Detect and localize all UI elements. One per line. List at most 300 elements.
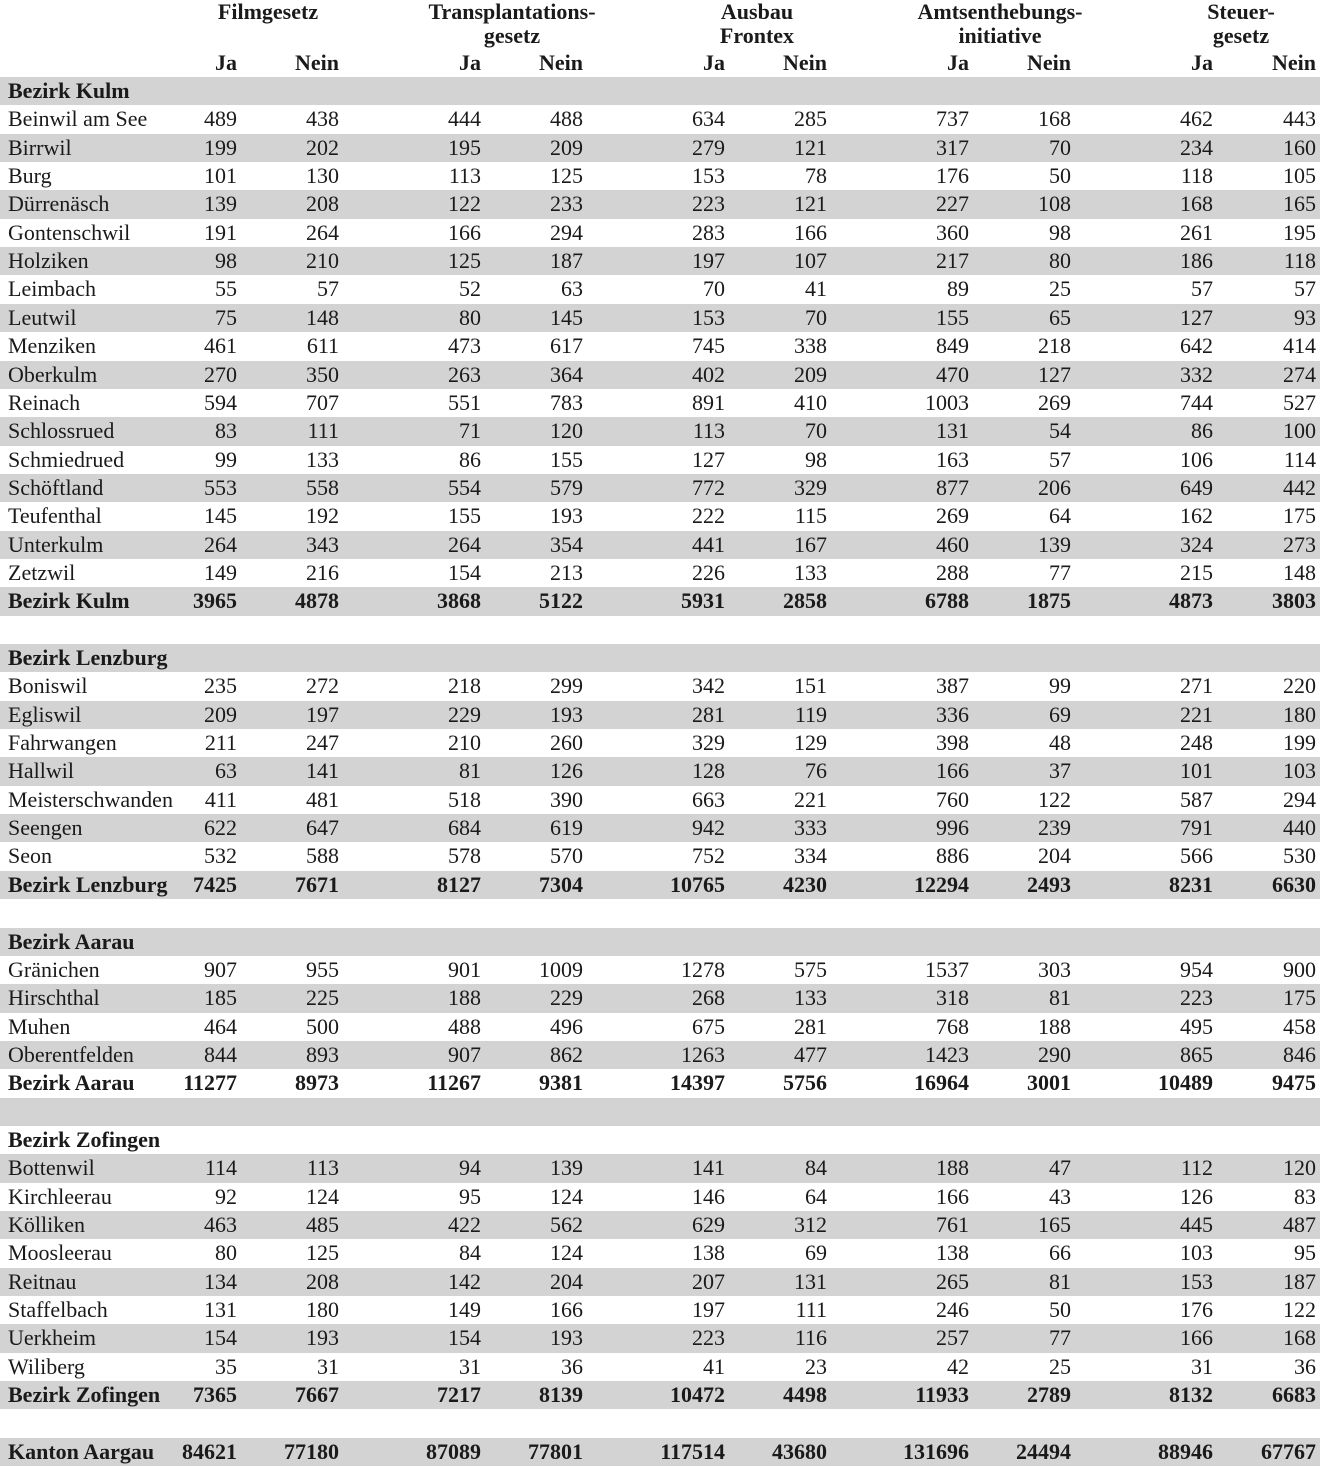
cell-nein: 193 [550,503,583,529]
municipality-name: Schöftland [8,474,104,500]
table-row [0,842,1320,870]
column-group-title-line: Ausbau [720,0,794,24]
cell-ja: 95 [459,1183,481,1209]
cell-nein: 216 [306,559,339,585]
cell-ja: 489 [204,106,237,132]
cell-ja: 99 [215,446,237,472]
cell-nein: 187 [1283,1268,1316,1294]
total-row [0,871,1320,899]
cell-ja: 145 [204,503,237,529]
cell-nein: 312 [794,1212,827,1237]
cell-nein: 57 [1049,446,1071,472]
cell-ja: 317 [936,134,969,160]
table-row [0,672,1320,700]
cell-nein: 148 [306,304,339,330]
cell-ja: 594 [204,389,237,415]
district-name: Bezirk Lenzburg [8,645,168,670]
cell-nein: 127 [1038,361,1071,387]
municipality-name: Seengen [8,815,83,841]
cell-ja: 865 [1180,1041,1213,1067]
cell-nein: 98 [1049,219,1071,245]
district-name: Bezirk Aarau [8,928,135,954]
cell-ja: 744 [1180,389,1213,415]
cell-nein: 647 [306,815,339,841]
cell-nein: 221 [794,786,827,812]
cell-nein: 77180 [284,1438,339,1464]
municipality-name: Staffelbach [8,1297,108,1323]
cell-nein: 43 [1049,1183,1071,1209]
cell-ja: 402 [692,361,725,387]
cell-ja: 246 [936,1297,969,1323]
cell-ja: 261 [1180,219,1213,245]
cell-nein: 77801 [528,1438,583,1464]
column-header-ja: Ja [459,50,481,75]
cell-ja: 14397 [670,1070,725,1096]
cell-nein: 496 [550,1013,583,1039]
cell-nein: 487 [1283,1212,1316,1237]
cell-ja: 84 [459,1240,481,1266]
cell-nein: 41 [805,276,827,302]
table-row [0,757,1320,785]
municipality-name: Teufenthal [8,503,102,529]
cell-ja: 139 [204,191,237,217]
cell-nein: 208 [306,191,339,217]
section-header-row [0,928,1320,956]
cell-nein: 155 [550,446,583,472]
cell-nein: 4878 [295,588,339,614]
cell-ja: 229 [448,701,481,727]
municipality-name: Schmiedrued [8,446,125,472]
cell-ja: 113 [448,163,481,189]
cell-ja: 166 [936,758,969,784]
cell-nein: 1009 [539,956,583,982]
column-header-nein: Nein [1027,50,1071,75]
cell-ja: 387 [936,673,969,699]
cell-ja: 126 [1180,1183,1213,1209]
cell-nein: 108 [1038,191,1071,217]
cell-nein: 269 [1038,389,1071,415]
cell-nein: 562 [550,1212,583,1237]
cell-nein: 294 [550,219,583,245]
cell-nein: 294 [1283,786,1316,812]
cell-ja: 131 [936,418,969,444]
cell-ja: 1278 [681,956,725,982]
cell-ja: 532 [204,843,237,869]
cell-nein: 180 [1283,701,1316,727]
cell-nein: 611 [306,333,339,359]
cell-ja: 154 [204,1325,237,1351]
cell-ja: 223 [692,191,725,217]
cell-ja: 752 [692,843,725,869]
cell-nein: 133 [306,446,339,472]
column-header-nein: Nein [539,50,583,75]
cell-nein: 570 [550,843,583,869]
cell-nein: 70 [805,418,827,444]
section-header-row [0,1126,1320,1154]
cell-ja: 634 [692,106,725,132]
column-group-title-line: Steuer- [1207,0,1275,24]
table-row [0,1239,1320,1267]
cell-nein: 148 [1283,559,1316,585]
cell-ja: 1003 [925,389,969,415]
cell-nein: 3001 [1027,1070,1071,1096]
cell-ja: 257 [936,1325,969,1351]
cell-nein: 130 [306,163,339,189]
cell-nein: 133 [794,559,827,585]
cell-ja: 642 [1180,333,1213,359]
cell-nein: 303 [1038,956,1071,982]
cell-nein: 124 [306,1183,339,1209]
cell-nein: 168 [1283,1325,1316,1351]
cell-ja: 7217 [437,1382,481,1408]
cell-nein: 124 [550,1183,583,1209]
municipality-name: Moosleerau [8,1240,112,1266]
cell-ja: 360 [936,219,969,245]
cell-nein: 558 [306,474,339,500]
district-name: Bezirk Kulm [8,78,130,103]
table-row [0,786,1320,814]
cell-ja: 186 [1180,248,1213,274]
cell-nein: 209 [794,361,827,387]
cell-ja: 41 [703,1353,725,1379]
municipality-name: Burg [8,163,52,189]
cell-nein: 488 [550,106,583,132]
cell-nein: 195 [1283,219,1316,245]
cell-nein: 7304 [539,871,583,897]
cell-nein: 440 [1283,815,1316,841]
municipality-name: Seon [8,843,52,869]
column-header-nein: Nein [1272,50,1316,75]
cell-nein: 9381 [539,1070,583,1096]
cell-nein: 133 [794,985,827,1011]
table-row [0,956,1320,984]
municipality-name: Hirschthal [8,985,100,1011]
column-group-title [1131,0,1320,48]
cell-nein: 84 [805,1155,827,1181]
municipality-name: Egliswil [8,701,82,727]
cell-nein: 25 [1049,1353,1071,1379]
spacer-row [0,1098,1320,1126]
table-row [0,1211,1320,1239]
cell-nein: 225 [306,985,339,1011]
cell-nein: 69 [805,1240,827,1266]
cell-nein: 285 [794,106,827,132]
cell-ja: 94 [459,1155,481,1181]
cell-ja: 221 [1180,701,1213,727]
municipality-name: Kölliken [8,1212,85,1237]
cell-ja: 223 [692,1325,725,1351]
cell-nein: 334 [794,843,827,869]
cell-ja: 281 [692,701,725,727]
cell-nein: 23 [805,1353,827,1379]
cell-ja: 168 [1180,191,1213,217]
cell-nein: 66 [1049,1240,1071,1266]
cell-ja: 329 [692,730,725,756]
cell-nein: 192 [306,503,339,529]
cell-ja: 11267 [427,1070,481,1096]
cell-nein: 145 [550,304,583,330]
cell-ja: 84621 [182,1438,237,1464]
district-name: Bezirk Aarau [8,1070,135,1096]
cell-ja: 768 [936,1013,969,1039]
municipality-name: Leimbach [8,276,96,302]
cell-nein: 160 [1283,134,1316,160]
cell-ja: 141 [692,1155,725,1181]
cell-nein: 247 [306,730,339,756]
cell-ja: 57 [1191,276,1213,302]
cell-nein: 260 [550,730,583,756]
cell-ja: 125 [448,248,481,274]
cell-nein: 4498 [783,1382,827,1408]
cell-ja: 218 [448,673,481,699]
table-row [0,361,1320,389]
table-row [0,474,1320,502]
cell-ja: 791 [1180,815,1213,841]
cell-ja: 11933 [915,1382,969,1408]
district-name: Bezirk Zofingen [8,1126,161,1152]
cell-nein: 281 [794,1013,827,1039]
cell-nein: 193 [306,1325,339,1351]
section-header-row [0,77,1320,105]
cell-ja: 199 [204,134,237,160]
cell-ja: 587 [1180,786,1213,812]
cell-nein: 527 [1283,389,1316,415]
cell-nein: 273 [1283,531,1316,557]
cell-nein: 410 [794,389,827,415]
cell-ja: 3868 [437,588,481,614]
cell-nein: 209 [550,134,583,160]
cell-ja: 176 [1180,1297,1213,1323]
column-header-ja: Ja [947,50,969,75]
cell-nein: 477 [794,1041,827,1067]
cell-ja: 264 [204,531,237,557]
cell-nein: 37 [1049,758,1071,784]
cell-nein: 8139 [539,1382,583,1408]
cell-nein: 129 [794,730,827,756]
cell-nein: 180 [306,1297,339,1323]
cell-nein: 54 [1049,418,1071,444]
column-header-ja: Ja [1191,50,1213,75]
cell-ja: 31 [1191,1353,1213,1379]
cell-ja: 270 [204,361,237,387]
cell-ja: 162 [1180,503,1213,529]
cell-ja: 263 [448,361,481,387]
total-row [0,1438,1320,1466]
cell-nein: 115 [794,503,827,529]
column-group-title-line: Amtsenthebungs- [917,0,1083,24]
municipality-name: Fahrwangen [8,730,117,756]
cell-ja: 153 [1180,1268,1213,1294]
cell-nein: 204 [550,1268,583,1294]
cell-nein: 3803 [1272,588,1316,614]
cell-nein: 36 [561,1353,583,1379]
cell-ja: 101 [204,163,237,189]
cell-ja: 4873 [1169,588,1213,614]
cell-ja: 288 [936,559,969,585]
cell-nein: 210 [306,248,339,274]
cell-ja: 554 [448,474,481,500]
cell-ja: 191 [204,219,237,245]
table-row [0,1013,1320,1041]
cell-nein: 485 [306,1212,339,1237]
cell-ja: 1423 [925,1041,969,1067]
cell-ja: 235 [204,673,237,699]
cell-nein: 119 [794,701,827,727]
cell-ja: 86 [459,446,481,472]
cell-nein: 25 [1049,276,1071,302]
cell-ja: 622 [204,815,237,841]
municipality-name: Uerkheim [8,1325,96,1351]
cell-ja: 12294 [914,871,969,897]
table-row [0,247,1320,275]
table-row [0,559,1320,587]
cell-ja: 81 [459,758,481,784]
municipality-name: Meisterschwanden [8,786,173,812]
table-row [0,219,1320,247]
cell-nein: 354 [550,531,583,557]
cell-nein: 111 [307,418,339,444]
cell-ja: 209 [204,701,237,727]
municipality-name: Boniswil [8,673,88,699]
cell-nein: 114 [1283,446,1316,472]
cell-nein: 69 [1049,701,1071,727]
column-group-title [402,0,622,48]
cell-nein: 343 [306,531,339,557]
cell-nein: 350 [306,361,339,387]
column-group-title-line: Filmgesetz [217,0,319,24]
cell-ja: 80 [459,304,481,330]
cell-ja: 131696 [903,1438,969,1464]
cell-nein: 118 [1283,248,1316,274]
cell-nein: 5756 [783,1070,827,1096]
cell-nein: 530 [1283,843,1316,869]
cell-ja: 460 [936,531,969,557]
cell-ja: 80 [215,1240,237,1266]
cell-ja: 411 [204,786,237,812]
municipality-name: Menziken [8,333,96,359]
cell-nein: 893 [306,1041,339,1067]
cell-nein: 122 [1283,1297,1316,1323]
table-row [0,1041,1320,1069]
cell-ja: 71 [459,418,481,444]
table-row [0,105,1320,133]
cell-nein: 617 [550,333,583,359]
cell-nein: 165 [1038,1212,1071,1237]
cell-nein: 105 [1283,163,1316,189]
cell-ja: 398 [936,730,969,756]
cell-nein: 458 [1283,1013,1316,1039]
cell-ja: 92 [215,1183,237,1209]
cell-ja: 1537 [925,956,969,982]
cell-ja: 155 [448,503,481,529]
cell-nein: 116 [794,1325,827,1351]
cell-ja: 16964 [914,1070,969,1096]
cell-ja: 772 [692,474,725,500]
cell-ja: 7425 [193,871,237,897]
cell-ja: 223 [1180,985,1213,1011]
cell-nein: 193 [550,701,583,727]
cell-nein: 7667 [295,1382,339,1408]
municipality-name: Gontenschwil [8,219,131,245]
cell-nein: 239 [1038,815,1071,841]
cell-nein: 213 [550,559,583,585]
column-group-title [158,0,378,24]
table-row [0,1353,1320,1381]
cell-ja: 188 [448,985,481,1011]
municipality-name: Hallwil [8,758,74,784]
cell-nein: 57 [1294,276,1316,302]
cell-ja: 215 [1180,559,1213,585]
total-row [0,1069,1320,1097]
spacer-row [0,616,1320,644]
cell-nein: 107 [794,248,827,274]
cell-nein: 900 [1283,956,1316,982]
cell-nein: 4230 [783,871,827,897]
cell-nein: 168 [1038,106,1071,132]
cell-ja: 166 [1180,1325,1213,1351]
cell-ja: 844 [204,1041,237,1067]
cell-nein: 166 [794,219,827,245]
cell-ja: 473 [448,333,481,359]
cell-ja: 101 [1180,758,1213,784]
cell-nein: 707 [306,389,339,415]
column-header-nein: Nein [783,50,827,75]
cell-nein: 481 [306,786,339,812]
cell-nein: 442 [1283,474,1316,500]
cell-ja: 464 [204,1013,237,1039]
cell-nein: 113 [306,1155,339,1181]
cell-ja: 745 [692,333,725,359]
cell-nein: 31 [317,1353,339,1379]
cell-nein: 65 [1049,304,1071,330]
cell-ja: 211 [204,730,237,756]
cell-nein: 131 [794,1268,827,1294]
column-header-nein: Nein [295,50,339,75]
spacer-row [0,1409,1320,1437]
cell-ja: 886 [936,843,969,869]
column-group-title [890,0,1110,48]
cell-ja: 138 [936,1240,969,1266]
cell-nein: 139 [1038,531,1071,557]
cell-ja: 207 [692,1268,725,1294]
municipality-name: Leutwil [8,304,77,330]
municipality-name: Bottenwil [8,1155,95,1181]
municipality-name: Wiliberg [8,1353,85,1379]
cell-nein: 206 [1038,474,1071,500]
section-header-row [0,644,1320,672]
cell-nein: 187 [550,248,583,274]
cell-ja: 42 [947,1353,969,1379]
cell-nein: 193 [550,1325,583,1351]
column-group-title-line: Frontex [719,23,795,48]
cell-ja: 10472 [670,1382,725,1408]
cell-ja: 336 [936,701,969,727]
cell-nein: 111 [795,1297,827,1323]
column-group-title-line: Transplantations- [428,0,596,24]
cell-nein: 70 [805,304,827,330]
cell-nein: 126 [550,758,583,784]
municipality-name: Oberkulm [8,361,98,387]
cell-ja: 578 [448,843,481,869]
cell-nein: 166 [550,1297,583,1323]
cell-nein: 76 [805,758,827,784]
cell-nein: 98 [805,446,827,472]
cell-nein: 120 [550,418,583,444]
cell-nein: 619 [550,815,583,841]
cell-ja: 103 [1180,1240,1213,1266]
spacer-row [0,899,1320,927]
municipality-name: Kirchleerau [8,1183,112,1209]
